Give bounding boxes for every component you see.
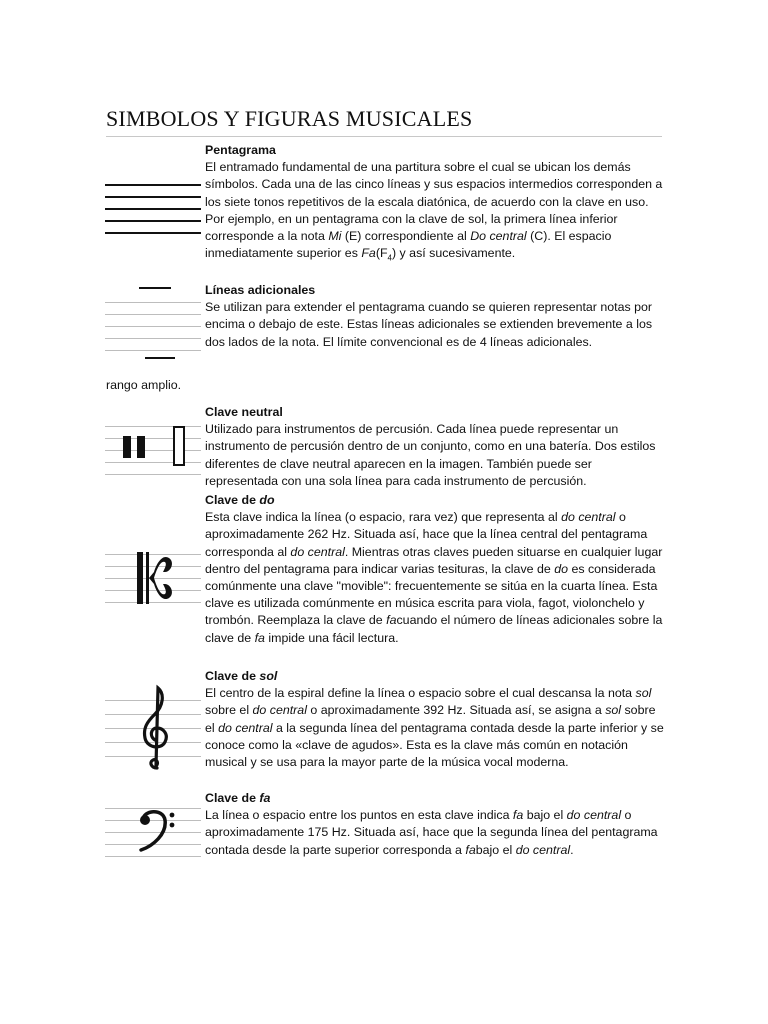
section-heading: Clave neutral: [205, 405, 283, 419]
section-heading: Líneas adicionales: [205, 283, 316, 297]
staff-icon: [105, 180, 201, 240]
section-body: Se utilizan para extender el pentagrama cuando se quieren representar notas por encima o debajo de este. Estas líneas adicionales se extienden brevemente a los dos lados de la nota. El límite convencional es de 4 líneas adicionales.: [205, 300, 653, 349]
section-body: El entramado fundamental de una partitura sobre el cual se ubican los demás símbolos. Cada una de las cinco líneas y sus espacios intermedios corresponden a los siete tonos repetitivos de la escala diatónica, de acuerdo con la clave en uso. Por ejemplo, en un pentagrama con la clave de sol, la primera línea inferior corresponde a la nota Mi (E) correspondiente al Do central (C). El espacio inmediatamente superior es $Fa(F_4)$ y así sucesivamente.: [205, 160, 663, 263]
neutral-clef-icon: [105, 420, 201, 476]
section-body: Esta clave indica la línea (o espacio, rara vez) que representa al do central o aproximadamente 262 Hz. Situada así, hace que la línea central del pentagrama corresponda al do central. Mientras otras claves pueden situarse en cualquier lugar dentro del pentagrama para indicar varias tesituras, la clave de do es considerada comúnmente una clave "movible": frecuentemente se sitúa en la cuarta línea. Esta clave es utilizada comúnmente en música escrita para viola, fagot, violonchelo y trombón. Reemplaza la clave de facuando el número de líneas adicionales sobre la clave de fa impide una fácil lectura.: [205, 510, 663, 645]
g-clef-icon: [105, 684, 201, 774]
section-body: La línea o espacio entre los puntos en esta clave indica fa bajo el do central o aproximadamente 175 Hz. Situada así, hace que la segunda línea del pentagrama contada desde la parte superior corresponda a fabajo el do central.: [205, 808, 658, 857]
section-do: [205, 492, 665, 647]
section-heading: Clave de sol: [205, 669, 278, 683]
page-title: SIMBOLOS Y FIGURAS MUSICALES: [106, 106, 662, 137]
section-heading: Clave de fa: [205, 791, 271, 805]
section-sol: [205, 668, 665, 771]
ledger-lines-icon: [105, 284, 201, 364]
orphan-text: rango amplio.: [106, 378, 182, 392]
section-heading: Clave de do: [205, 493, 275, 507]
section-body: El centro de la espiral define la línea o espacio sobre el cual descansa la nota sol sobre el do central o aproximadamente 392 Hz. Situada así, se asigna a sol sobre el do central a la segunda línea del pentagrama contada desde la parte inferior y se conoce como la «clave de agudos». Esta es la clave más común en notación musical y se usa para la mayor parte de la música vocal moderna.: [205, 686, 664, 770]
f-clef-icon: [105, 804, 201, 860]
section-pentagrama: [205, 142, 665, 267]
section-body: Utilizado para instrumentos de percusión. Cada línea puede representar un instrumento de percusión dentro de un conjunto, como en una batería. Dos estilos diferentes de clave neutral aparecen en la imagen. También puede ser representada con una sola línea para cada instrumento de percusión.: [205, 422, 656, 488]
section-lineas: [205, 282, 665, 351]
section-heading: Pentagrama: [205, 143, 276, 157]
c-clef-icon: [105, 548, 201, 606]
section-fa: [205, 790, 665, 859]
section-neutral: [205, 404, 665, 490]
